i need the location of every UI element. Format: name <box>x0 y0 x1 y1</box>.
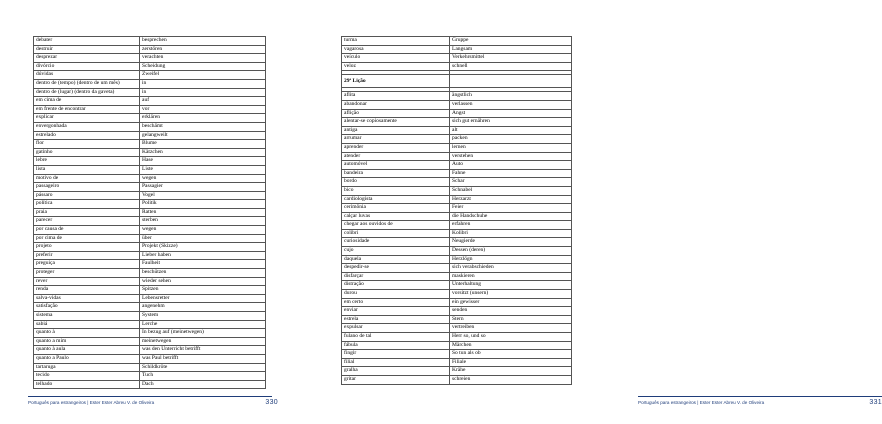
table-row <box>342 341 572 350</box>
portuguese-term: despedir-se <box>342 264 450 273</box>
german-term: Scheidung <box>140 62 266 71</box>
german-term: packen <box>450 135 572 144</box>
german-term: schreien <box>450 375 572 384</box>
portuguese-term: aflita <box>342 92 450 101</box>
portuguese-term: quanto a Paulo <box>34 354 140 363</box>
table-row <box>342 315 572 324</box>
table-row <box>342 92 572 101</box>
vocab-table-right <box>341 36 572 385</box>
table-row <box>342 118 572 127</box>
table-row <box>34 174 266 183</box>
portuguese-term: desprezar <box>34 54 140 63</box>
german-term: Lebensretter <box>140 294 266 303</box>
portuguese-term: durou <box>342 290 450 299</box>
german-term: Fahne <box>450 169 572 178</box>
german-term: Verkehrsmittel <box>450 54 572 63</box>
table-row <box>34 191 266 200</box>
german-term: was den Unterricht betrifft <box>140 346 266 355</box>
portuguese-term: telhado <box>34 380 140 389</box>
german-term: Neugierde <box>450 238 572 247</box>
table-row <box>342 143 572 152</box>
german-term: Lieber haben <box>140 251 266 260</box>
german-term: Filiale <box>450 358 572 367</box>
german-term: Dessen (deren) <box>450 247 572 256</box>
german-term: zerstören <box>140 45 266 54</box>
portuguese-term: por cima de <box>34 234 140 243</box>
portuguese-term: cerimônia <box>342 204 450 213</box>
table-row <box>342 375 572 384</box>
portuguese-term: política <box>34 200 140 209</box>
portuguese-term: tecido <box>34 372 140 381</box>
german-term: Herr so, und so <box>450 333 572 342</box>
portuguese-term: curiosidade <box>342 238 450 247</box>
table-row <box>34 200 266 209</box>
table-row <box>342 221 572 230</box>
portuguese-term: estrela <box>342 315 450 324</box>
portuguese-term: dúvidas <box>34 71 140 80</box>
portuguese-term: lista <box>34 165 140 174</box>
german-term: Angst <box>450 109 572 118</box>
portuguese-term: gatinho <box>34 148 140 157</box>
portuguese-term: motivo de <box>34 174 140 183</box>
table-row <box>34 105 266 114</box>
portuguese-term: bordo <box>342 178 450 187</box>
german-term: vertreiben <box>450 324 572 333</box>
table-row <box>34 294 266 303</box>
portuguese-term: veículo <box>342 54 450 63</box>
portuguese-term: em frente de encontrar <box>34 105 140 114</box>
page-number: 330 <box>265 399 278 406</box>
german-term: lernen <box>450 143 572 152</box>
footer-text: Português para estrangeiros | Ester Ester Abreu V. de Oliveira <box>28 400 155 405</box>
table-row <box>34 88 266 97</box>
portuguese-term: cujo <box>342 247 450 256</box>
portuguese-term: proteger <box>34 269 140 278</box>
table-row <box>342 45 572 54</box>
portuguese-term: quanto à aula <box>34 346 140 355</box>
german-term: Kolibri <box>450 229 572 238</box>
german-term: Ratten <box>140 208 266 217</box>
german-term: beschützen <box>140 269 266 278</box>
portuguese-term: divórcio <box>34 62 140 71</box>
german-term: vor <box>140 105 266 114</box>
portuguese-term: aprender <box>342 143 450 152</box>
lesson-title: 29ª Lição <box>342 75 450 88</box>
portuguese-term: gralha <box>342 367 450 376</box>
german-term: Herzlögn <box>450 255 572 264</box>
portuguese-term: renda <box>34 286 140 295</box>
portuguese-term: estrelado <box>34 131 140 140</box>
table-row <box>34 183 266 192</box>
german-term: Kätzchen <box>140 148 266 157</box>
german-term: Schar <box>450 178 572 187</box>
portuguese-term: pássaro <box>34 191 140 200</box>
table-row <box>342 264 572 273</box>
table-row <box>342 229 572 238</box>
german-term: Zweifel <box>140 71 266 80</box>
portuguese-term: sabiá <box>34 320 140 329</box>
table-row <box>34 243 266 252</box>
table-row <box>34 45 266 54</box>
german-term: Gruppe <box>450 37 572 46</box>
portuguese-term: sistema <box>34 312 140 321</box>
portuguese-term: bandeira <box>342 169 450 178</box>
german-term: wegen <box>140 226 266 235</box>
portuguese-term: abandonar <box>342 100 450 109</box>
german-term: So tun als ob <box>450 350 572 359</box>
portuguese-term: vagarosa <box>342 45 450 54</box>
portuguese-term: em certo <box>342 298 450 307</box>
portuguese-term: fulano de tal <box>342 333 450 342</box>
table-row <box>342 186 572 195</box>
left-page <box>0 0 300 424</box>
german-term: was Paul betrifft <box>140 354 266 363</box>
portuguese-term: daquela <box>342 255 450 264</box>
portuguese-term: atender <box>342 152 450 161</box>
portuguese-term: aflição <box>342 109 450 118</box>
table-row <box>342 161 572 170</box>
german-term: alt <box>450 126 572 135</box>
table-row <box>34 79 266 88</box>
german-term: sich verabschieden <box>450 264 572 273</box>
german-term: Faulheit <box>140 260 266 269</box>
german-term: System <box>140 312 266 321</box>
german-term: Hase <box>140 157 266 166</box>
table-row <box>34 208 266 217</box>
table-row <box>342 255 572 264</box>
right-page <box>300 0 882 424</box>
german-term: die Handschuhe <box>450 212 572 221</box>
table-row <box>34 320 266 329</box>
portuguese-term: praia <box>34 208 140 217</box>
german-term: auf <box>140 97 266 106</box>
portuguese-term: distração <box>342 281 450 290</box>
german-term: meinetwegen <box>140 337 266 346</box>
portuguese-term: rever <box>34 277 140 286</box>
table-row <box>342 62 572 71</box>
table-row <box>34 97 266 106</box>
portuguese-term: em cima de <box>34 97 140 106</box>
table-row <box>342 54 572 63</box>
german-term: Dach <box>140 380 266 389</box>
table-row <box>34 251 266 260</box>
table-row <box>34 226 266 235</box>
table-row <box>342 212 572 221</box>
table-row <box>34 337 266 346</box>
portuguese-term: calçar luvas <box>342 212 450 221</box>
german-term: Blume <box>140 140 266 149</box>
lesson-heading-row <box>342 75 572 88</box>
table-row <box>342 238 572 247</box>
table-row <box>34 346 266 355</box>
table-row <box>342 109 572 118</box>
german-term: schnell <box>450 62 572 71</box>
german-term: sterben <box>140 217 266 226</box>
german-term: Lerche <box>140 320 266 329</box>
table-row <box>342 307 572 316</box>
portuguese-term: explicar <box>34 114 140 123</box>
portuguese-term: preguiça <box>34 260 140 269</box>
german-term: verlassen <box>450 100 572 109</box>
german-term: erfahren <box>450 221 572 230</box>
portuguese-term: quanto à <box>34 329 140 338</box>
table-row <box>342 178 572 187</box>
german-term: Tuch <box>140 372 266 381</box>
table-row <box>34 37 266 46</box>
footer-left <box>28 396 278 406</box>
portuguese-term: bico <box>342 186 450 195</box>
table-row <box>34 286 266 295</box>
table-row <box>34 269 266 278</box>
german-term: wegen <box>140 174 266 183</box>
german-term: Krähe <box>450 367 572 376</box>
german-term: erklären <box>140 114 266 123</box>
german-term: beschämt <box>140 122 266 131</box>
portuguese-term: alentar-se copiosamente <box>342 118 450 127</box>
portuguese-term: preferir <box>34 251 140 260</box>
portuguese-term: envergonhada <box>34 122 140 131</box>
table-row <box>34 329 266 338</box>
portuguese-term: projeto <box>34 243 140 252</box>
german-term: in <box>140 79 266 88</box>
portuguese-term: arrumar <box>342 135 450 144</box>
portuguese-term: parecer <box>34 217 140 226</box>
german-term: verachten <box>140 54 266 63</box>
german-term: angenehm <box>140 303 266 312</box>
german-term: Spitzen <box>140 286 266 295</box>
table-row <box>34 148 266 157</box>
portuguese-term: enviar <box>342 307 450 316</box>
portuguese-term: veloz <box>342 62 450 71</box>
german-term: Liste <box>140 165 266 174</box>
table-row <box>34 71 266 80</box>
german-term: wieder sehen <box>140 277 266 286</box>
german-term: Vogel <box>140 191 266 200</box>
table-row <box>34 354 266 363</box>
table-row <box>34 217 266 226</box>
portuguese-term: cardiologista <box>342 195 450 204</box>
table-row <box>342 204 572 213</box>
german-term: Auto <box>450 161 572 170</box>
table-row <box>34 165 266 174</box>
table-row <box>342 298 572 307</box>
table-row <box>34 277 266 286</box>
portuguese-term: flor <box>34 140 140 149</box>
german-term: Langsam <box>450 45 572 54</box>
german-term: ängstlich <box>450 92 572 101</box>
german-term: Stern <box>450 315 572 324</box>
german-term: Politik <box>140 200 266 209</box>
table-row <box>342 195 572 204</box>
german-term: besprechen <box>140 37 266 46</box>
table-row <box>34 54 266 63</box>
table-row <box>34 140 266 149</box>
table-row <box>34 363 266 372</box>
portuguese-term: passageiro <box>34 183 140 192</box>
portuguese-term: por causa de <box>34 226 140 235</box>
table-row <box>342 169 572 178</box>
table-row <box>34 122 266 131</box>
german-term: maskieren <box>450 272 572 281</box>
german-term: gelangweilt <box>140 131 266 140</box>
german-term: Unterhaltung <box>450 281 572 290</box>
portuguese-term: fábula <box>342 341 450 350</box>
german-term: Schnabel <box>450 186 572 195</box>
portuguese-term: antiga <box>342 126 450 135</box>
portuguese-term: chegar aos ouvidos de <box>342 221 450 230</box>
portuguese-term: turma <box>342 37 450 46</box>
table-row <box>34 157 266 166</box>
table-row <box>342 37 572 46</box>
table-row <box>342 367 572 376</box>
table-row <box>342 247 572 256</box>
table-row <box>342 290 572 299</box>
german-term: vorsitzt (unsern) <box>450 290 572 299</box>
german-term: verstehen <box>450 152 572 161</box>
table-row <box>34 303 266 312</box>
german-term: Märchen <box>450 341 572 350</box>
portuguese-term: salva-vidas <box>34 294 140 303</box>
page-number: 331 <box>869 399 882 406</box>
table-row <box>34 114 266 123</box>
table-row <box>34 312 266 321</box>
table-row <box>34 62 266 71</box>
portuguese-term: fingir <box>342 350 450 359</box>
portuguese-term: debater <box>34 37 140 46</box>
portuguese-term: satisfação <box>34 303 140 312</box>
table-row <box>342 272 572 281</box>
portuguese-term: colibri <box>342 229 450 238</box>
portuguese-term: automóvel <box>342 161 450 170</box>
portuguese-term: dentro de (tempo) (dentro de um mês) <box>34 79 140 88</box>
german-term: sich gut ernähren <box>450 118 572 127</box>
table-row <box>342 350 572 359</box>
table-row <box>342 281 572 290</box>
portuguese-term: destruir <box>34 45 140 54</box>
german-term: in <box>140 88 266 97</box>
table-row <box>342 126 572 135</box>
german-term: Herzarzt <box>450 195 572 204</box>
table-row <box>34 380 266 389</box>
table-row <box>342 324 572 333</box>
portuguese-term: gritar <box>342 375 450 384</box>
portuguese-term: expulsar <box>342 324 450 333</box>
footer-text: Português para estrangeiros | Ester Ester Abreu V. de Oliveira <box>638 400 765 405</box>
portuguese-term: lebre <box>34 157 140 166</box>
table-row <box>342 135 572 144</box>
table-row <box>342 333 572 342</box>
german-term: über <box>140 234 266 243</box>
german-term: ein gewisser <box>450 298 572 307</box>
portuguese-term: quanto a mim <box>34 337 140 346</box>
portuguese-term: filial <box>342 358 450 367</box>
table-row <box>342 358 572 367</box>
table-row <box>342 100 572 109</box>
german-term: In bezug auf (meinetwegen) <box>140 329 266 338</box>
vocab-table-left <box>33 36 266 389</box>
german-term: Projekt (Skizze) <box>140 243 266 252</box>
portuguese-term: disfarçar <box>342 272 450 281</box>
portuguese-term: dentro de (lugar) (dentro da gaveta) <box>34 88 140 97</box>
table-row <box>34 260 266 269</box>
table-row <box>34 372 266 381</box>
portuguese-term: tartaruga <box>34 363 140 372</box>
german-term: Feier <box>450 204 572 213</box>
german-term: Schildkröte <box>140 363 266 372</box>
german-term: Passagier <box>140 183 266 192</box>
table-row <box>342 152 572 161</box>
footer-right <box>638 396 882 406</box>
table-row <box>34 131 266 140</box>
table-row <box>34 234 266 243</box>
german-term: senden <box>450 307 572 316</box>
